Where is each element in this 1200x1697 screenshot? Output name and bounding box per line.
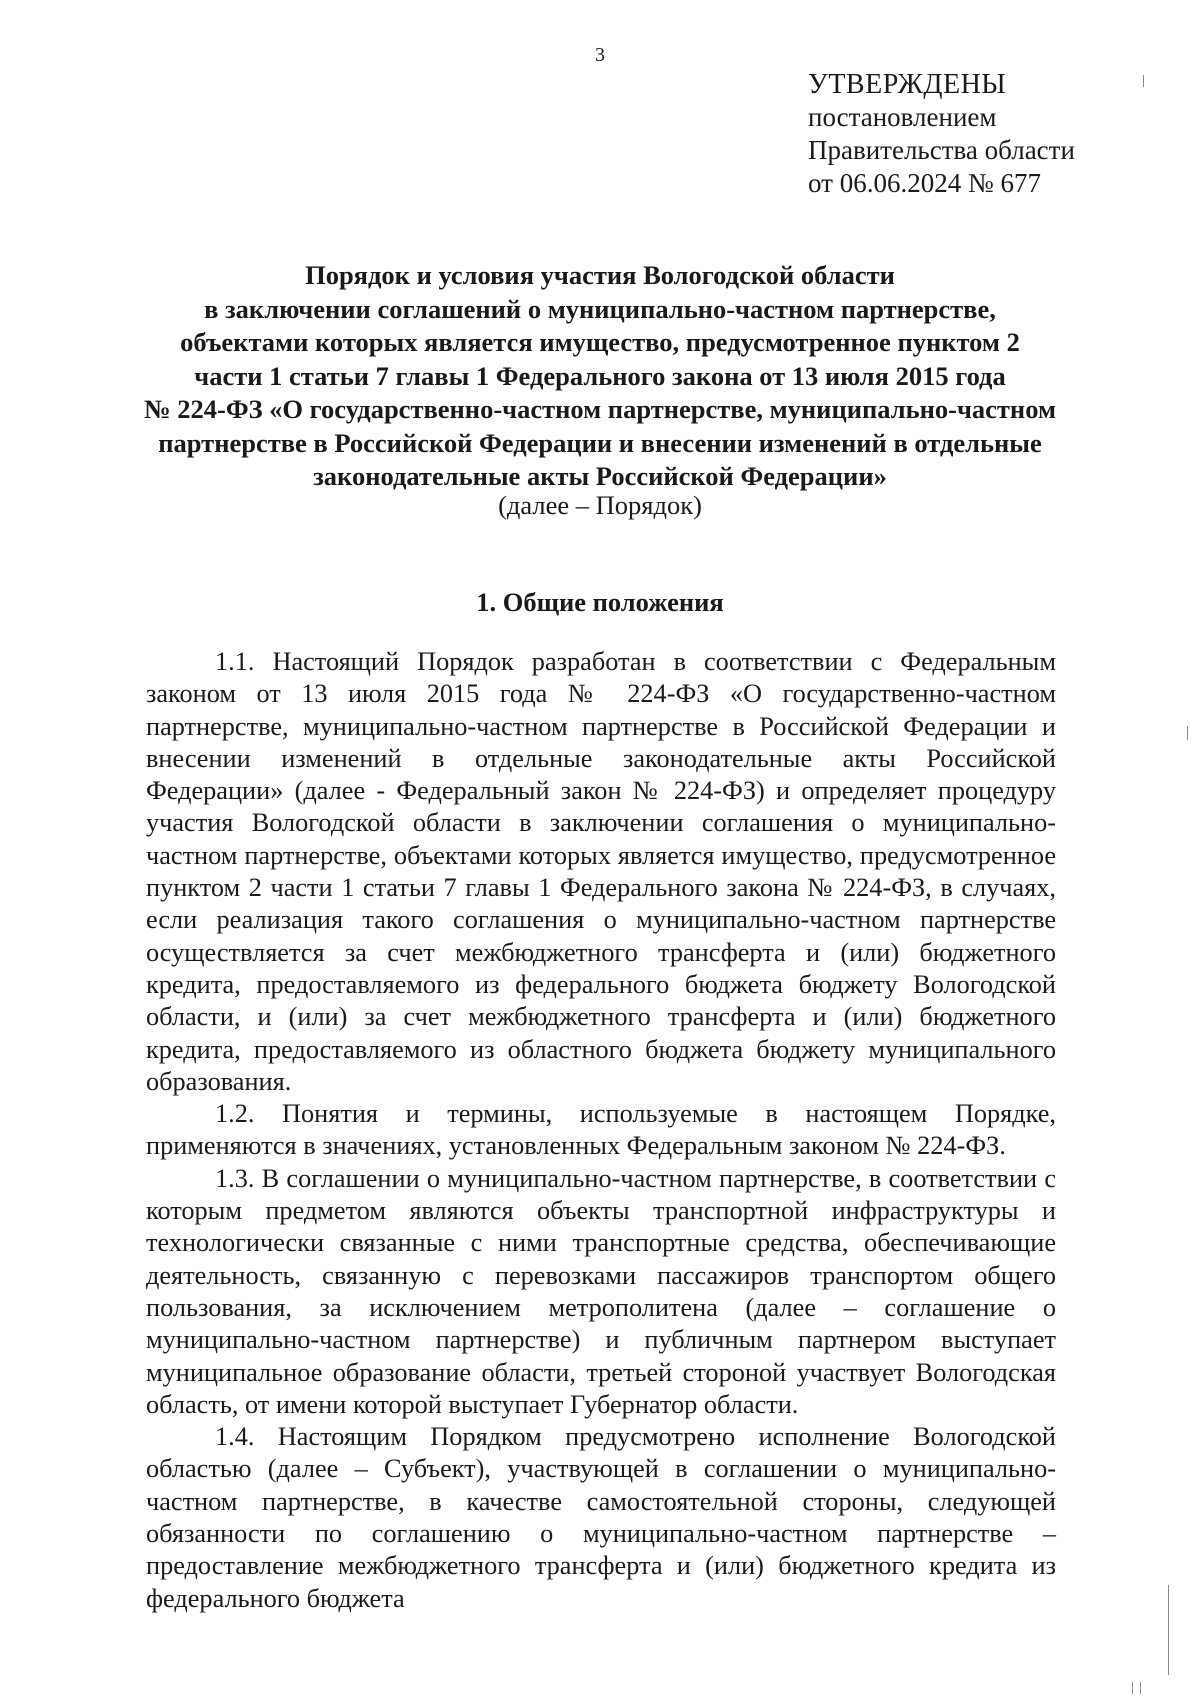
paragraph-1-1: 1.1. Настоящий Порядок разработан в соответствии с Федеральным законом от 13 июля 2015 года № 224-ФЗ «О государственно-частном партнерстве, муниципально-частном партнерстве в Российской Федерации и внесении изменений в отдельные законодательные акты Российской Федерации» (далее - Федеральный закон № 224-ФЗ) и определяет процедуру участия Вологодской области в заключении соглашения о муниципально-частном партнерстве, объектами которых является имущество, предусмотренное пунктом 2 части 1 статьи 7 главы 1 Федерального закона № 224-ФЗ, в случаях, если реализация такого соглашения о муниципально-частном партнерстве осуществляется за счет межбюджетного трансферта и (или) бюджетного кредита, предоставляемого из федерального бюджета бюджету Вологодской области, и (или) за счет межбюджетного трансферта и (или) бюджетного кредита, предоставляемого из областного бюджета бюджету муниципального образования. (146, 647, 1056, 1096)
document-title (140, 259, 1060, 494)
title-line: части 1 статьи 7 главы 1 Федерального закона от 13 июля 2015 года (194, 360, 1006, 391)
approval-line: постановлением (808, 102, 997, 132)
scan-artifact (1143, 75, 1144, 87)
section-body (146, 646, 1056, 1615)
paragraph-1-4: 1.4. Настоящим Порядком предусмотрено исполнение Вологодской областью (далее – Субъект), участвующей в соглашении о муниципально-частном партнерстве, в качестве самостоятельной стороны, следующей обязанности по соглашению о муниципально-частном партнерстве – предоставление межбюджетного трансферта и (или) бюджетного кредита из федерального бюджета (146, 1422, 1056, 1613)
title-line: Порядок и условия участия Вологодской области (305, 260, 895, 290)
approval-title: УТВЕРЖДЕНЫ (808, 69, 1007, 100)
scan-artifact (1132, 1682, 1133, 1694)
document-subtitle: (далее – Порядок) (498, 490, 702, 520)
title-line: объектами которых является имущество, предусмотренное пунктом 2 (180, 327, 1020, 357)
paragraph-1-2: 1.2. Понятия и термины, используемые в настоящем Порядке, применяются в значениях, установленных Федеральным законом № 224-ФЗ. (146, 1099, 1056, 1161)
title-line: в заключении соглашений о муниципально-частном партнерстве, (204, 293, 996, 324)
section-heading: 1. Общие положения (476, 587, 724, 617)
title-line: № 224-ФЗ «О государственно-частном партнерстве, муниципально-частном (143, 394, 1056, 424)
approval-line: Правительства области (808, 135, 1075, 165)
title-line: законодательные акты Российской Федерации» (313, 461, 887, 491)
page-number: 3 (595, 44, 605, 66)
scan-artifact (1140, 1682, 1141, 1694)
approval-stamp-block (808, 68, 1075, 200)
scan-artifact (1168, 1585, 1169, 1675)
title-line: партнерстве в Российской Федерации и внесении изменений в отдельные (158, 427, 1042, 458)
paragraph-1-3: 1.3. В соглашении о муниципально-частном партнерстве, в соответствии с которым предметом являются объекты транспортной инфраструктуры и технологически связанные с ними транспортные средства, обеспечивающие деятельность, связанную с перевозками пассажиров транспортом общего пользования, за исключением метрополитена (далее – соглашение о муниципально-частном партнерстве) и публичным партнером выступает муниципальное образование области, третьей стороной участвует Вологодская область, от имени которой выступает Губернатор области. (146, 1163, 1056, 1419)
scan-artifact (1187, 726, 1188, 740)
approval-line: от 06.06.2024 № 677 (808, 168, 1041, 198)
